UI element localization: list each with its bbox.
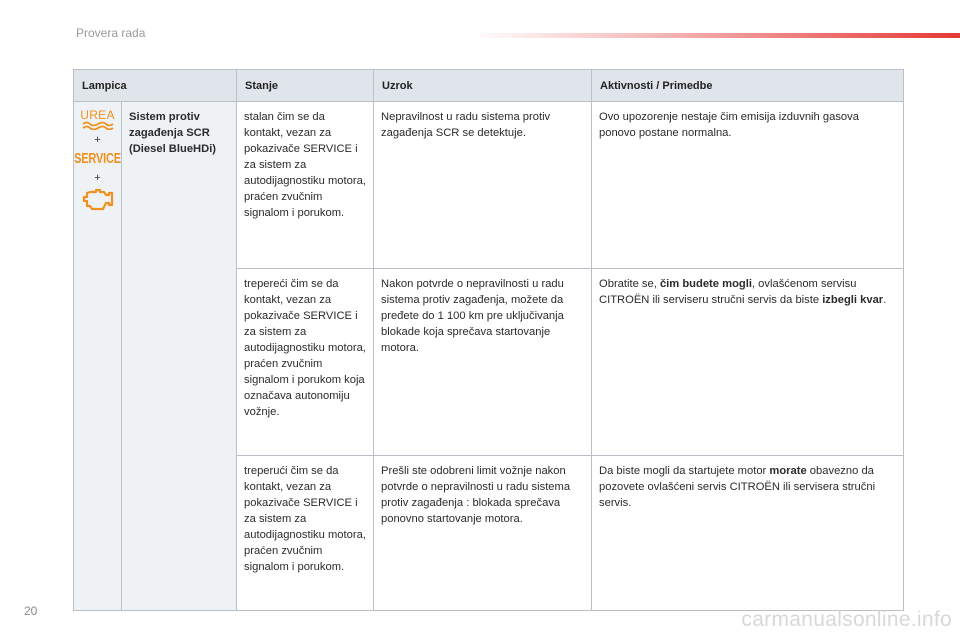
section-title: Provera rada <box>76 26 146 40</box>
state-cell: treperući čim se da kontakt, vezan za pokazivače SERVICE i za sistem za autodijagnostiku motora, praćen zvučnim signalom i porukom. <box>237 456 374 611</box>
column-header-aktivnosti: Aktivnosti / Primedbe <box>592 70 904 102</box>
lamp-icons-cell <box>74 102 122 611</box>
table-row <box>74 102 904 269</box>
table-header-row <box>74 70 904 102</box>
cause-cell: Prešli ste odobreni limit vožnje nakon potvrde o nepravilnosti u radu sistema protiv zagađenja : blokada sprečava ponovno startovanje motora. <box>374 456 592 611</box>
urea-wave-icon <box>82 121 114 130</box>
column-header-uzrok: Uzrok <box>374 70 592 102</box>
action-cell: Obratite se, čim budete mogli, ovlašćenom servisu CITROËN ili serviseru stručni servis da biste izbegli kvar. <box>592 269 904 456</box>
urea-icon: UREA <box>80 109 115 130</box>
page-number: 20 <box>24 604 38 618</box>
column-header-lampica: Lampica <box>74 70 237 102</box>
column-header-stanje: Stanje <box>237 70 374 102</box>
watermark[interactable]: carmanualsonline.info <box>741 608 952 631</box>
header-accent-bar <box>470 33 960 38</box>
warning-lamp-table <box>73 69 904 611</box>
state-cell: trepereći čim se da kontakt, vezan za pokazivače SERVICE i za sistem za autodijagnostiku motora, praćen zvučnim signalom i porukom koja označava autonomiju vožnje. <box>237 269 374 456</box>
plus-sign: + <box>94 172 101 184</box>
service-icon: SERVICE <box>74 151 121 167</box>
cause-cell: Nepravilnost u radu sistema protiv zagađenja SCR se detektuje. <box>374 102 592 269</box>
cause-cell: Nakon potvrde o nepravilnosti u radu sistema protiv zagađenja, možete da pređete do 1 100 km pre uključivanja blokade koja sprečava startovanje motora. <box>374 269 592 456</box>
engine-check-icon <box>82 188 114 212</box>
action-cell: Da biste mogli da startujete motor morate obavezno da pozovete ovlašćeni servis CITROËN ili servisera stručni servis. <box>592 456 904 611</box>
action-cell: Ovo upozorenje nestaje čim emisija izduvnih gasova ponovo postane normalna. <box>592 102 904 269</box>
state-cell: stalan čim se da kontakt, vezan za pokazivače SERVICE i za sistem za autodijagnostiku motora, praćen zvučnim signalom i porukom. <box>237 102 374 269</box>
plus-sign: + <box>94 134 101 146</box>
system-name-cell: Sistem protiv zagađenja SCR (Diesel BlueHDi) <box>122 102 237 611</box>
